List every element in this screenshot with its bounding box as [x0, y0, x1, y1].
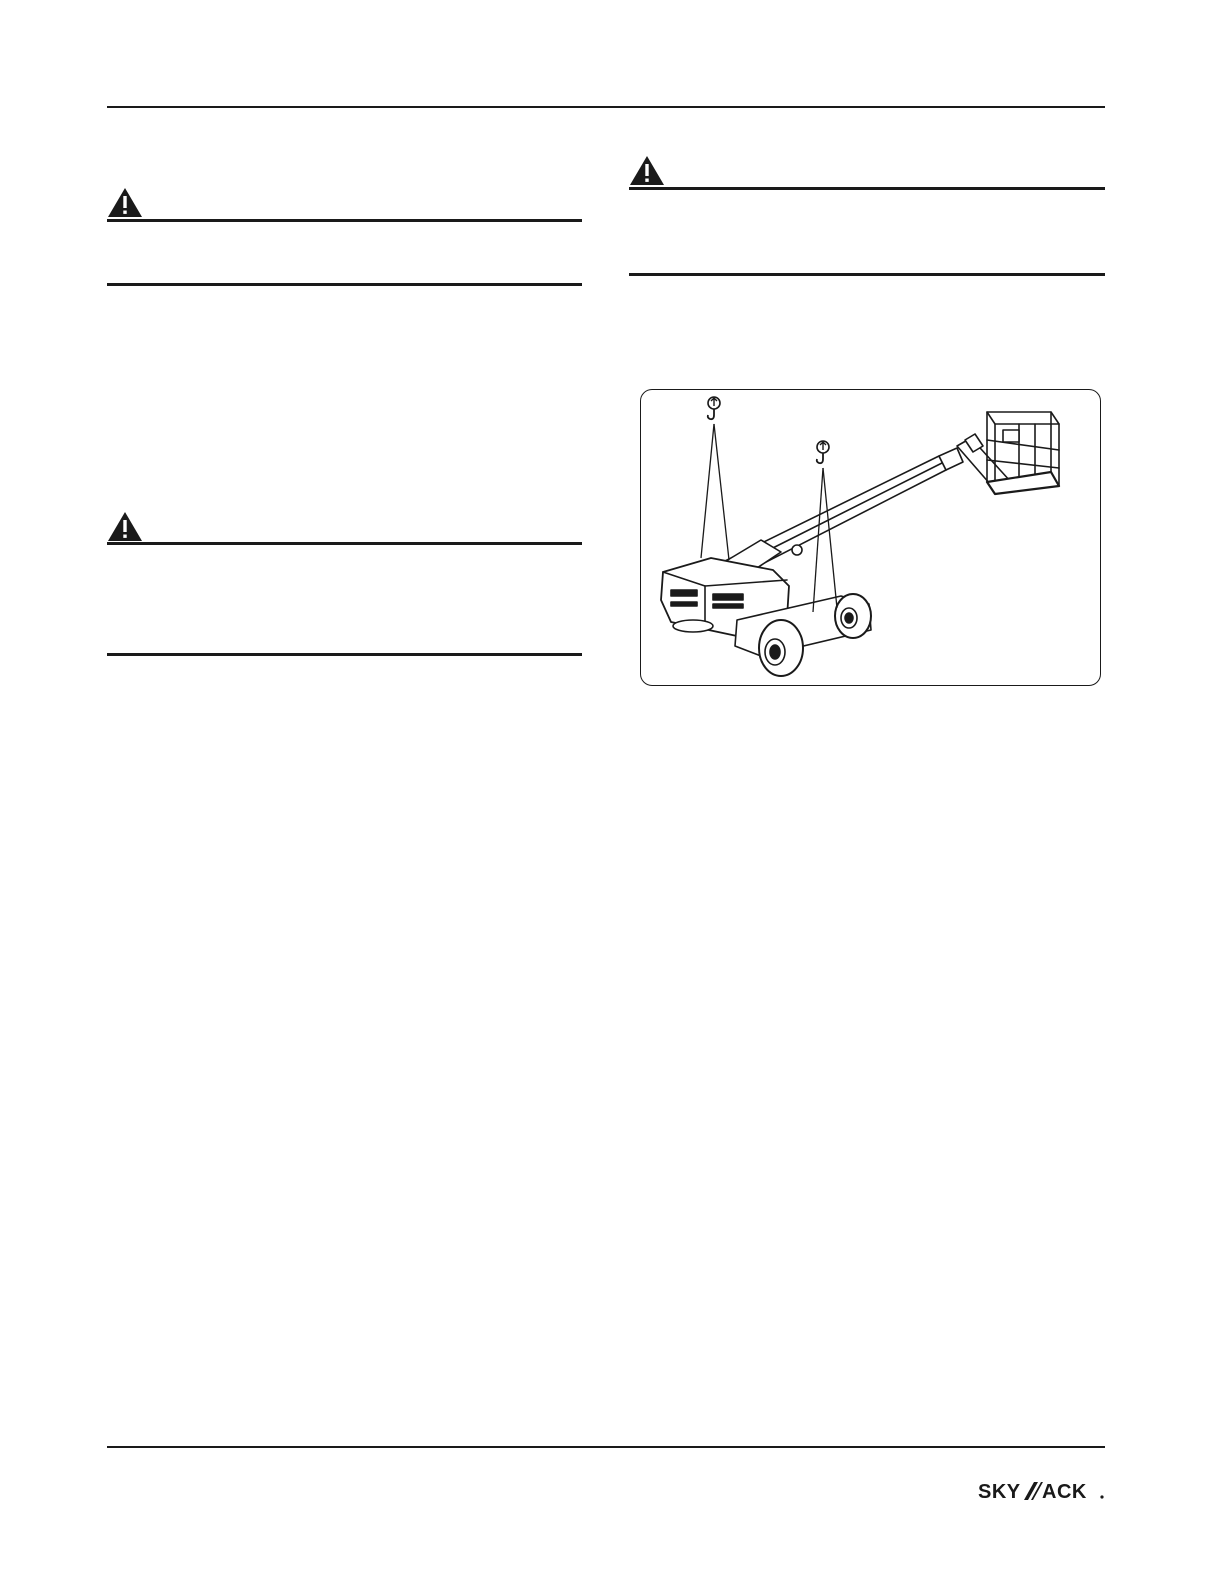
warning-triangle-icon — [629, 155, 665, 186]
warning-3-top-rule — [629, 187, 1105, 190]
footer-rule — [107, 1446, 1105, 1448]
header-rule — [107, 106, 1105, 108]
warning-1-bottom-rule — [107, 283, 582, 286]
warning-triangle-icon — [107, 511, 143, 542]
boom-lift-illustration — [641, 390, 1099, 684]
warning-1-top-rule — [107, 219, 582, 222]
lifting-hook-icon — [817, 441, 829, 463]
warning-triangle-icon — [107, 187, 143, 218]
warning-2-top-rule — [107, 542, 582, 545]
warning-2-bottom-rule — [107, 653, 582, 656]
svg-text:SKY: SKY — [978, 1481, 1021, 1502]
lifting-points-figure — [640, 389, 1101, 686]
warning-3-bottom-rule — [629, 273, 1105, 276]
svg-text:ACK: ACK — [1042, 1481, 1087, 1502]
lifting-hook-icon — [708, 397, 720, 419]
skyjack-logo — [978, 1480, 1106, 1502]
